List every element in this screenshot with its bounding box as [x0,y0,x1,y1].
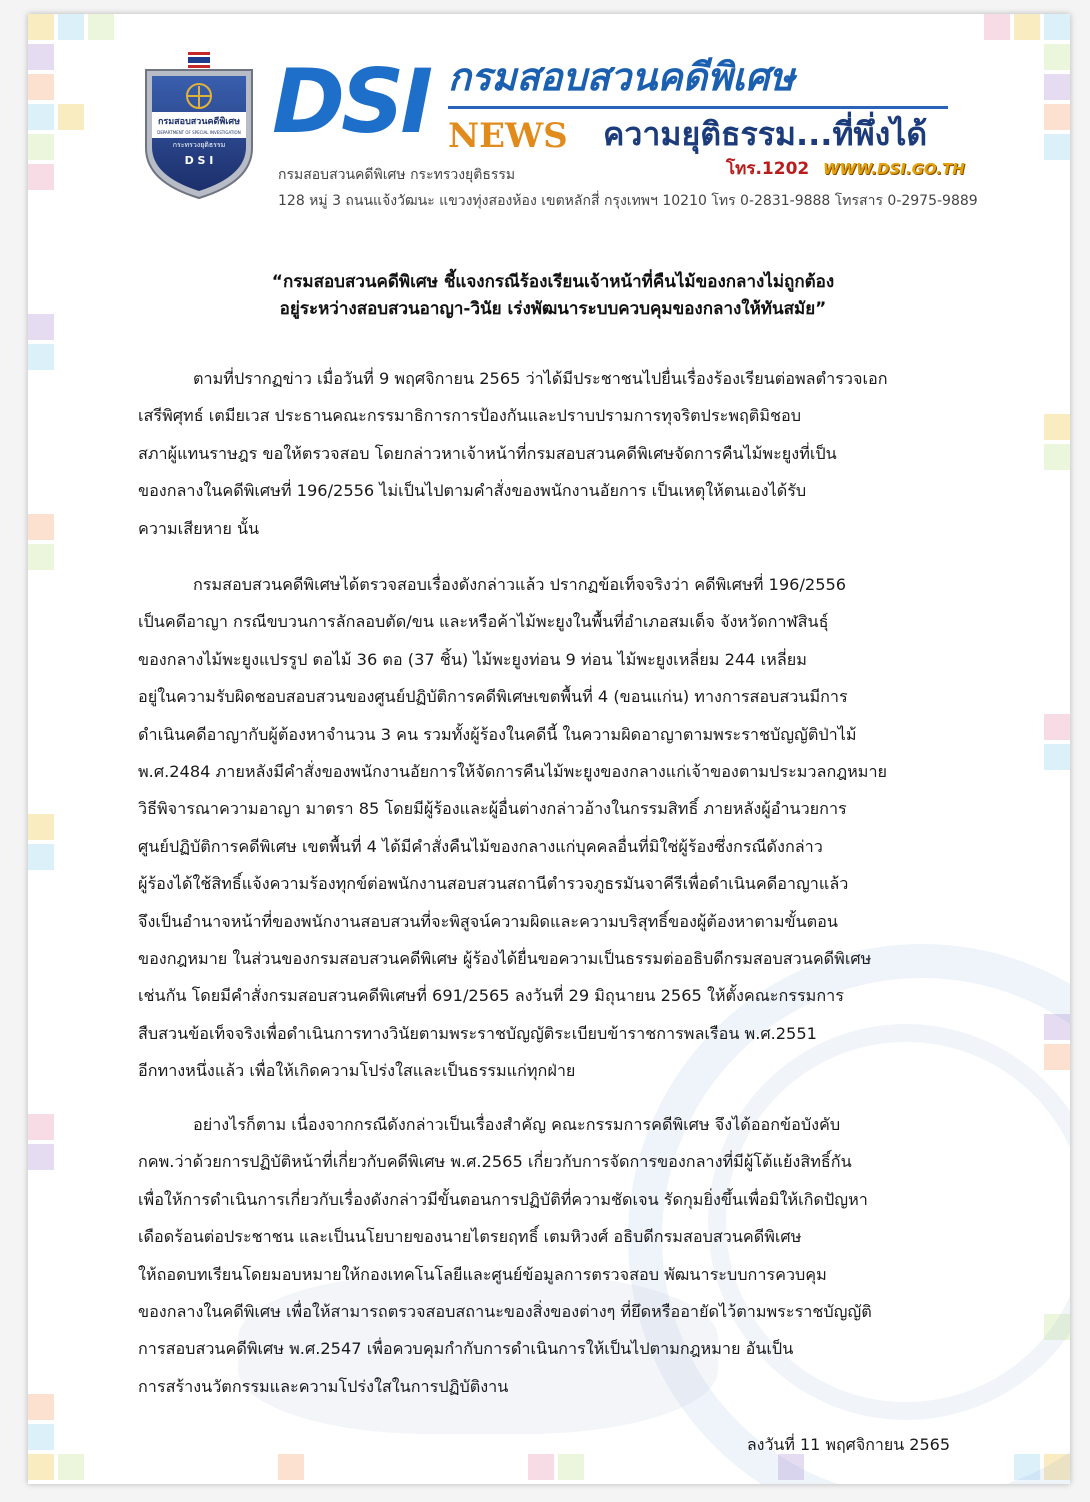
paragraph-1 [138,360,953,547]
paragraph-line: ของกลางในคดีพิเศษ เพื่อให้สามารถตรวจสอบสถานะของสิ่งของต่างๆ ที่ยึดหรืออายัดไว้ตามพระราชบัญญัติ [138,1302,872,1322]
paragraph-line: กคพ.ว่าด้วยการปฏิบัติหน้าที่เกี่ยวกับคดีพิเศษ พ.ศ.2565 เกี่ยวกับการจัดการของกลางที่มีผู้โต้แย้งสิทธิ์กัน [138,1152,852,1172]
paragraph-line: ตามที่ปรากฏข่าว เมื่อวันที่ 9 พฤศจิกายน 2565 ว่าได้มีประชาชนไปยื่นเรื่องร้องเรียนต่อพลตำรวจเอก [193,369,888,388]
document-page [28,14,1070,1484]
news-headline [138,269,968,323]
paragraph-line: วิธีพิจารณาความอาญา มาตรา 85 โดยมีผู้ร้องและผู้อื่นต่างกล่าวอ้างในกรรมสิทธิ์ ภายหลังผู้อำนวยการ [138,799,847,819]
paragraph-line: เสรีพิศุทธ์ เตมียเวส ประธานคณะกรรมาธิการการป้องกันและปราบปรามการทุจริตประพฤติมิชอบ [138,406,801,426]
paragraph-line: เพื่อให้การดำเนินการเกี่ยวกับเรื่องดังกล่าวมีขั้นตอนการปฏิบัติที่ความชัดเจน รัดกุมยิ่งขึ้นเพื่อมิให้เกิดปัญหา [138,1189,868,1209]
paragraph-line: พ.ศ.2484 ภายหลังมีคำสั่งของพนักงานอัยการให้จัดการคืนไม้พะยูงของกลางแก่เจ้าของตามประมวลกฎหมาย [138,762,888,782]
paragraph-line: อย่างไรก็ตาม เนื่องจากกรณีดังกล่าวเป็นเรื่องสำคัญ คณะกรรมการคดีพิเศษ จึงได้ออกข้อบังคับ [193,1115,841,1134]
paragraph-line: ของกลางไม้พะยูงแปรรูป ตอไม้ 36 ตอ (37 ชิ้น) ไม้พะยูงท่อน 9 ท่อน ไม้พะยูงเหลี่ยม 244 เหลี่ยม [138,649,807,669]
paragraph-2 [138,566,953,1090]
paragraph-line: อีกทางหนึ่งแล้ว เพื่อให้เกิดความโปร่งใสและเป็นธรรมแก่ทุกฝ่าย [138,1061,576,1081]
paragraph-line: ของกฎหมาย ในส่วนของกรมสอบสวนคดีพิเศษ ผู้ร้องได้ยื่นขอความเป็นธรรมต่ออธิบดีกรมสอบสวนคดีพิเศษ [138,949,872,969]
paragraph-line: การสอบสวนคดีพิเศษ พ.ศ.2547 เพื่อควบคุมกำกับการดำเนินการให้เป็นไปตามกฎหมาย อันเป็น [138,1339,794,1359]
header-divider [448,106,948,109]
paragraph-line: การสร้างนวัตกรรมและความโปร่งใสในการปฏิบัติงาน [138,1376,509,1396]
paragraph-line: ให้ถอดบทเรียนโดยมอบหมายให้กองเทคโนโลยีและศูนย์ข้อมูลการตรวจสอบ พัฒนาระบบการควบคุม [138,1264,827,1284]
release-date: ลงวันที่ 11 พฤศจิกายน 2565 [746,1435,950,1454]
paragraph-line: สภาผู้แทนราษฎร ขอให้ตรวจสอบ โดยกล่าวหาเจ้าหน้าที่กรมสอบสวนคดีพิเศษจัดการคืนไม้พะยูงที่เป็น [138,443,837,463]
website-link: WWW.DSI.GO.TH [823,160,965,178]
news-label: NEWS [448,116,568,156]
paragraph-line: สืบสวนข้อเท็จจริงเพื่อดำเนินการทางวินัยตามพระราชบัญญัติระเบียบข้าราชการพลเรือน พ.ศ.2551 [138,1023,817,1043]
logo-ministry-text: กระทรวงยุติธรรม [172,141,226,149]
paragraph-line: อยู่ในความรับผิดชอบสอบสวนของศูนย์ปฏิบัติการคดีพิเศษเขตพื้นที่ 4 (ขอนแก่น) ทางการสอบสวนมีการ [138,687,848,707]
paragraph-line: ดำเนินคดีอาญากับผู้ต้องหาจำนวน 3 คน รวมทั้งผู้ร้องในคดีนี้ ในความผิดอาญาตามพระราชบัญญัติป่าไม้ [138,724,857,744]
paragraph-3 [138,1106,953,1405]
letterhead [28,14,1070,224]
paragraph-line: ผู้ร้องได้ใช้สิทธิ์แจ้งความร้องทุกข์ต่อพนักงานสอบสวนสถานีตำรวจภูธรมันจาคีรีเพื่อดำเนินคดีอาญาแล้ว [138,874,849,894]
paragraph-line: ความเสียหาย นั้น [138,518,260,538]
dsi-wordmark: DSI [272,50,430,153]
logo-english-text: DEPARTMENT OF SPECIAL INVESTIGATION [157,130,241,135]
paragraph-line: เดือดร้อนต่อประชาชน และเป็นนโยบายของนายไตรยฤทธิ์ เตมหิวงศ์ อธิบดีกรมสอบสวนคดีพิเศษ [138,1227,802,1247]
address-line-1: กรมสอบสวนคดีพิเศษ กระทรวงยุติธรรม [278,167,516,183]
org-title: กรมสอบสวนคดีพิเศษ [448,55,795,99]
paragraph-line: จึงเป็นอำนาจหน้าที่ของพนักงานสอบสวนที่จะพิสูจน์ความผิดและความบริสุทธิ์ของผู้ต้องหาตามขั้นตอน [138,911,838,931]
paragraph-line: ศูนย์ปฏิบัติการคดีพิเศษ เขตพื้นที่ 4 ได้มีคำสั่งคืนไม้ของกลางแก่บุคคลอื่นที่มิใช่ผู้ร้องซึ่งกรณีดังกล่าว [138,836,823,856]
dsi-shield-logo-icon [138,52,260,200]
address-line-2: 128 หมู่ 3 ถนนแจ้งวัฒนะ แขวงทุ่งสองห้อง เขตหลักสี่ กรุงเทพฯ 10210 โทร 0-2831-9888 โทรสาร 0-2975-9889 [278,193,978,209]
hotline-number: โทร.1202 [726,159,810,179]
headline-line-2: อยู่ระหว่างสอบสวนอาญา-วินัย เร่งพัฒนาระบบควบคุมของกลางให้ทันสมัย” [279,299,827,319]
slogan: ความยุติธรรม...ที่พึ่งได้ [603,115,928,153]
paragraph-line: เช่นกัน โดยมีคำสั่งกรมสอบสวนคดีพิเศษที่ 691/2565 ลงวันที่ 29 มิถุนายน 2565 ให้ตั้งคณะกรรมการ [138,986,844,1006]
paragraph-line: เป็นคดีอาญา กรณีขบวนการลักลอบตัด/ขน และหรือค้าไม้พะยูงในพื้นที่อำเภอสมเด็จ จังหวัดกาฬสินธุ์ [138,612,829,632]
logo-title-text: กรมสอบสวนคดีพิเศษ [157,117,241,127]
paragraph-line: ของกลางในคดีพิเศษที่ 196/2556 ไม่เป็นไปตามคำสั่งของพนักงานอัยการ เป็นเหตุให้ตนเองได้รับ [138,481,807,501]
headline-line-1: “กรมสอบสวนคดีพิเศษ ชี้แจงกรณีร้องเรียนเจ้าหน้าที่คืนไม้ของกลางไม่ถูกต้อง [271,272,835,292]
paragraph-line: กรมสอบสวนคดีพิเศษได้ตรวจสอบเรื่องดังกล่าวแล้ว ปรากฏข้อเท็จจริงว่า คดีพิเศษที่ 196/2556 [193,575,847,594]
logo-dsi-text: D S I [184,154,214,167]
